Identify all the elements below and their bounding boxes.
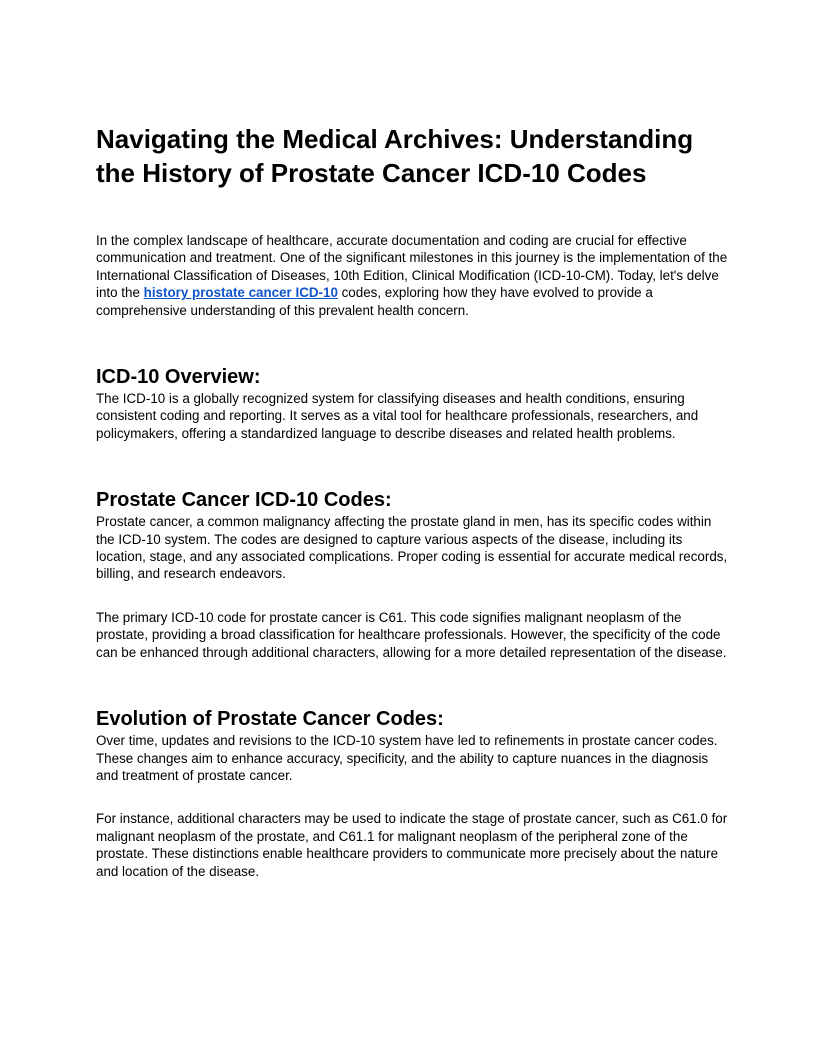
section-paragraph: Prostate cancer, a common malignancy affecting the prostate gland in men, has its specific codes within the ICD-10 system. The codes are designed to capture various aspects of the disease, including its location, stage, and any associated complications. Proper coding is essential for accurate medical records, billing, and research endeavors. [96, 514, 728, 582]
section-paragraph: Over time, updates and revisions to the ICD-10 system have led to refinements in prostate cancer codes. These changes aim to enhance accuracy, specificity, and the ability to capture nuances in the diagnosis and treatment of prostate cancer. [96, 733, 718, 783]
section-paragraph: The ICD-10 is a globally recognized system for classifying diseases and health conditions, ensuring consistent coding and reporting. It serves as a vital tool for healthcare professionals, researchers, and policymakers, offering a standardized language to describe diseases and related health problems. [96, 391, 699, 441]
intro-text-before-link: In the complex landscape of healthcare, accurate documentation and coding are crucial for effective communication and treatment. One of the significant milestones in this journey is the implementation of the International Classification of Diseases, 10th Edition, Clinical Modification (ICD-10-CM). Today, let's delve into the [96, 233, 728, 301]
section-icd10-overview [96, 364, 728, 442]
section-heading: ICD-10 Overview: [96, 366, 261, 389]
section-evolution-of-codes [96, 706, 728, 880]
history-prostate-cancer-icd10-link[interactable]: history prostate cancer ICD-10 [143, 285, 338, 301]
section-paragraph: The primary ICD-10 code for prostate cancer is C61. This code signifies malignant neoplasm of the prostate, providing a broad classification for healthcare professionals. However, the specificity of the code can be enhanced through additional characters, allowing for a more detailed representation of the disease. [96, 609, 727, 660]
intro-text-after-link: codes, exploring how they have evolved to provide a comprehensive understanding of this prevalent health concern. [96, 285, 653, 318]
document-page [96, 122, 728, 880]
intro-paragraph [96, 232, 728, 319]
page-title: Navigating the Medical Archives: Understanding the History of Prostate Cancer ICD-10 Codes [96, 124, 694, 188]
section-paragraph: For instance, additional characters may be used to indicate the stage of prostate cancer, such as C61.0 for malignant neoplasm of the prostate, and C61.1 for malignant neoplasm of the peripheral zone of the prostate. These distinctions enable healthcare providers to communicate more precisely about the nature and location of the disease. [96, 811, 728, 879]
section-heading: Prostate Cancer ICD-10 Codes: [96, 489, 392, 512]
section-prostate-cancer-codes [96, 487, 728, 661]
section-heading: Evolution of Prostate Cancer Codes: [96, 708, 444, 731]
